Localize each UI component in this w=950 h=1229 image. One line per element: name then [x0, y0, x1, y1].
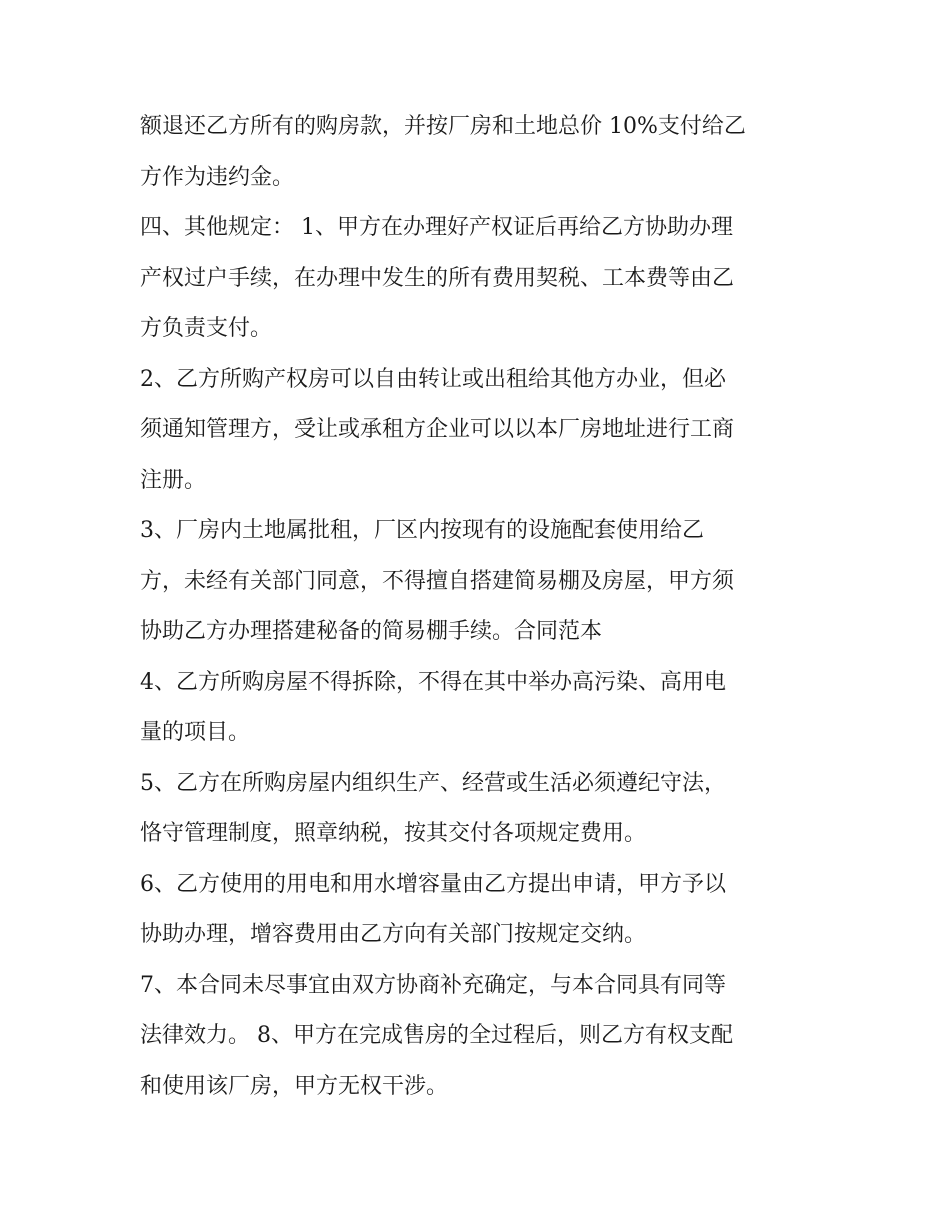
text-line: 协助办理，增容费用由乙方向有关部门按规定交纳。 [140, 922, 647, 947]
text-line: 注册。 [140, 467, 207, 493]
contract-text-body [140, 102, 820, 1112]
text-line: 法律效力。 8、甲方在完成售房的全过程后，则乙方有权支配 [140, 1023, 733, 1048]
text-line: 方作为违约金。 [140, 164, 295, 190]
text-line: 协助乙方办理搭建秘备的简易棚手续。合同范本 [140, 619, 603, 644]
text-line: 2、乙方所购产权房可以自由转让或出租给其他方办业，但必 [140, 366, 726, 392]
text-line: 5、乙方在所购房屋内组织生产、经营或生活必须遵纪守法， [140, 770, 726, 796]
text-line: 方负责支付。 [140, 316, 273, 341]
text-line: 6、乙方使用的用电和用水增容量由乙方提出申请，甲方予以 [140, 871, 726, 897]
text-line: 4、乙方所购房屋不得拆除，不得在其中举办高污染、高用电 [140, 669, 726, 695]
text-line: 四、其他规定： 1、甲方在办理好产权证后再给乙方协助办理 [140, 215, 733, 240]
text-line: 方，未经有关部门同意，不得擅自搭建简易棚及房屋，甲方须 [140, 568, 735, 594]
text-line: 产权过户手续，在办理中发生的所有费用契税、工本费等由乙 [140, 265, 735, 291]
text-line: 恪守管理制度，照章纳税，按其交付各项规定费用。 [140, 821, 647, 846]
text-line: 额退还乙方所有的购房款，并按厂房和土地总价 10%支付给乙 [140, 114, 746, 139]
text-line: 3、厂房内土地属批租，厂区内按现有的设施配套使用给乙 [140, 518, 704, 543]
text-line: 量的项目。 [140, 720, 251, 745]
text-line: 7、本合同未尽事宜由双方协商补充确定，与本合同具有同等 [140, 972, 726, 998]
text-line: 和使用该厂房，甲方无权干涉。 [140, 1073, 449, 1099]
text-line: 须通知管理方，受让或承租方企业可以以本厂房地址进行工商 [140, 417, 735, 442]
